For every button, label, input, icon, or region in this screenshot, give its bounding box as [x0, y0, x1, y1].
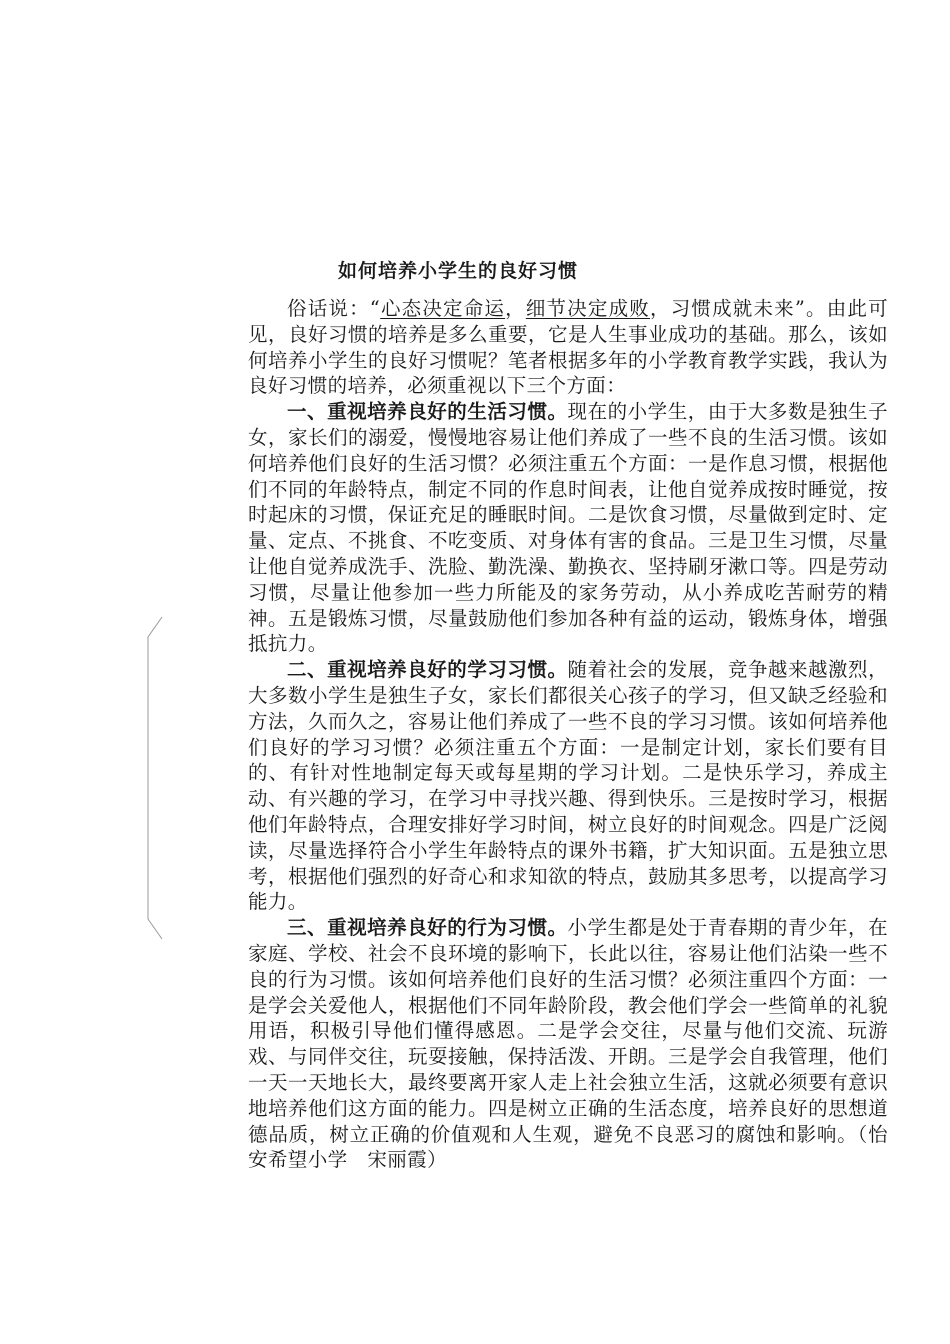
section-heading: 二、重视培养良好的学习习惯。 [287, 658, 568, 682]
intro-rest: ，习惯成就未来”。由此可见，良好习惯的培养是多么重要，它是人生事业成功的基础。那么，该如何培养小学生的良好习惯呢？笔者根据多年的小学教育教学实践，我认为良好习惯的培养，必须重视以下三个方面： [248, 297, 888, 398]
section-heading: 三、重视培养良好的行为习惯。 [287, 916, 568, 940]
section-body: 随着社会的发展，竞争越来越激烈，大多数小学生是独生子女，家长们都很关心孩子的学习，但又缺乏经验和方法，久而久之，容易让他们养成了一些不良的学习习惯。该如何培养他们良好的学习习惯？必须注重五个方面：一是制定计划，家长们要有目的、有针对性地制定每天或每星期的学习计划。二是快乐学习，养成主动、有兴趣的学习，在学习中寻找兴趣、得到快乐。三是按时学习，根据他们年龄特点，合理安排好学习时间，树立良好的时间观念。四是广泛阅读，尽量选择符合小学生年龄特点的课外书籍，扩大知识面。五是独立思考，根据他们强烈的好奇心和求知欲的特点，鼓励其多思考，以提高学习能力。 [248, 658, 888, 914]
margin-bracket-mark [142, 615, 164, 941]
article-body [248, 296, 888, 1173]
intro-lead: 俗话说：“ [287, 297, 381, 320]
quote-fate: 心态决定命运 [380, 297, 506, 320]
page-title: 如何培养小学生的良好习惯 [338, 260, 579, 282]
intro-paragraph [248, 296, 888, 399]
intro-separator: ， [505, 297, 526, 320]
section-body: 现在的小学生，由于大多数是独生子女，家长们的溺爱，慢慢地容易让他们养成了一些不良的生活习惯。该如何培养他们良好的生活习惯？必须注重五个方面：一是作息习惯，根据他们不同的年龄特点，制定不同的作息时间表，让他自觉养成按时睡觉，按时起床的习惯，保证充足的睡眠时间。二是饮食习惯，尽量做到定时、定量、定点、不挑食、不吃变质、对身体有害的食品。三是卫生习惯，尽量让他自觉养成洗手、洗脸、勤洗澡、勤换衣、坚持刷牙漱口等。四是劳动习惯，尽量让他参加一些力所能及的家务劳动，从小养成吃苦耐劳的精神。五是锻炼习惯，尽量鼓励他们参加各种有益的运动，锻炼身体，增强抵抗力。 [248, 400, 888, 656]
section-behavior-habits [248, 915, 888, 1173]
section-study-habits [248, 657, 888, 915]
section-body: 小学生都是处于青春期的青少年，在家庭、学校、社会不良环境的影响下，长此以往，容易让他们沾染一些不良的行为习惯。该如何培养他们良好的生活习惯？必须注重四个方面：一是学会关爱他人，根据他们不同年龄阶段，教会他们学会一些简单的礼貌用语，积极引导他们懂得感恩。二是学会交往，尽量与他们交流、玩游戏、与同伴交往，玩耍接触，保持活泼、开朗。三是学会自我管理，他们一天一天地长大，最终要离开家人走上社会独立生活，这就必须要有意识地培养他们这方面的能力。四是树立正确的生活态度，培养良好的思想道德品质，树立正确的价值观和人生观，避免不良恶习的腐蚀和影响。（怡安希望小学 宋丽霞） [248, 916, 888, 1172]
section-life-habits [248, 399, 888, 657]
quote-details: 细节决定成败 [525, 297, 650, 320]
section-heading: 一、重视培养良好的生活习惯。 [287, 400, 568, 424]
